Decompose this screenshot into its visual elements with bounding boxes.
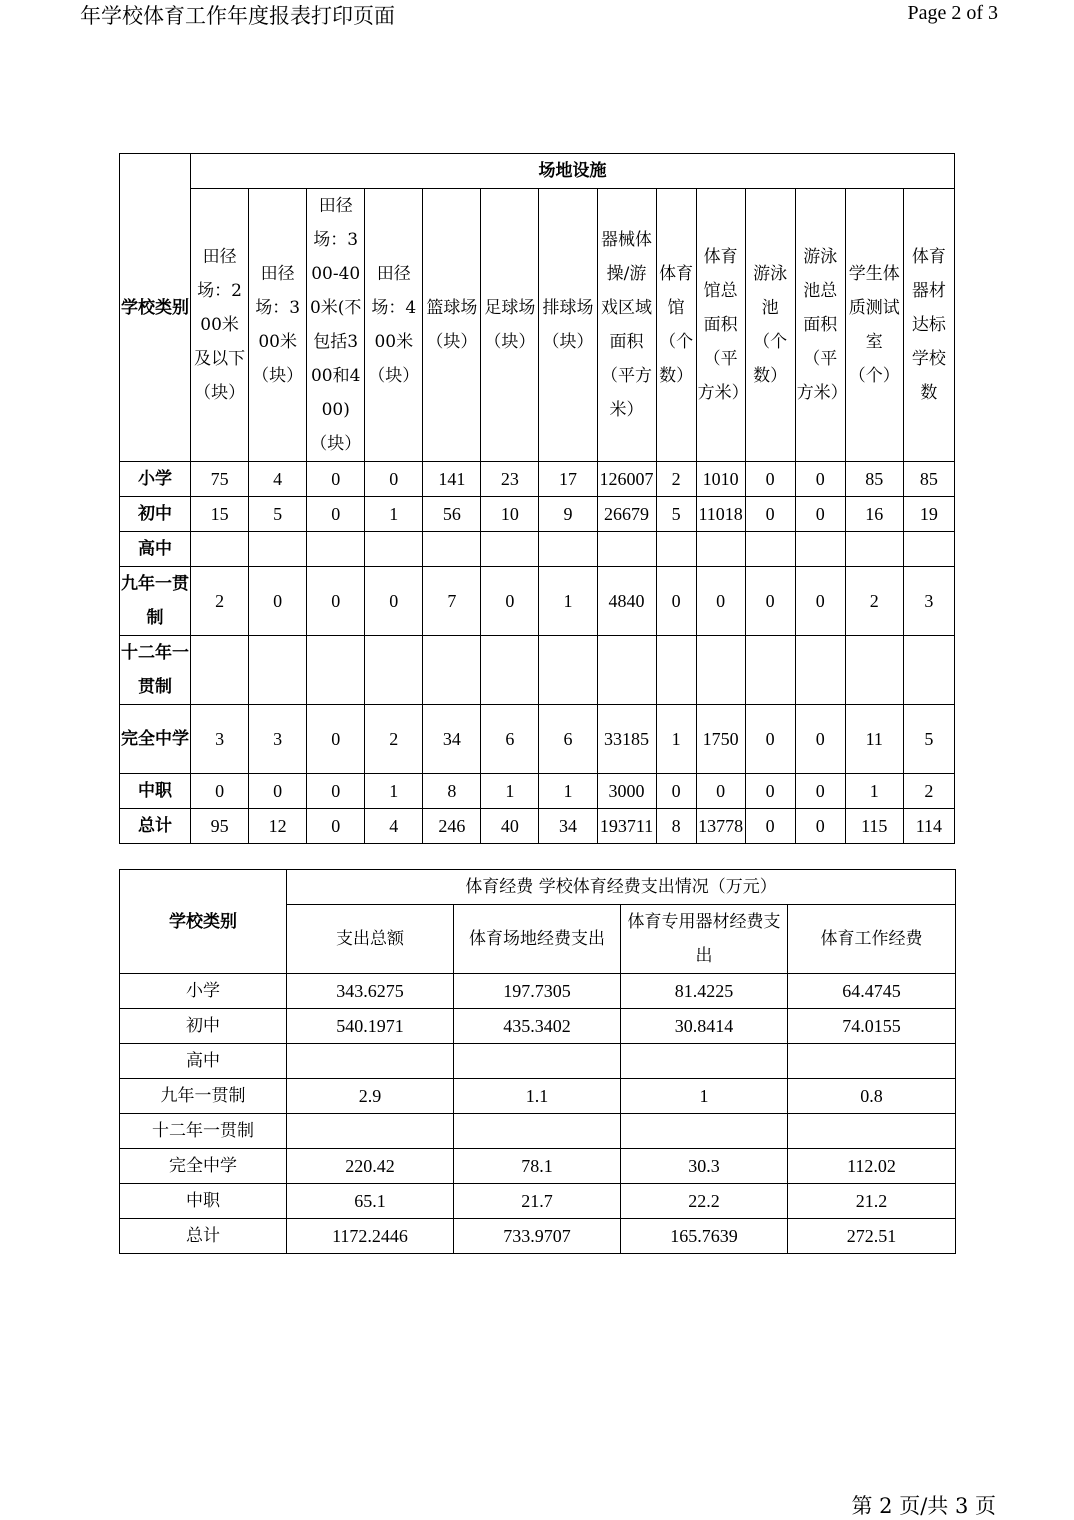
- table-cell: 0: [249, 567, 307, 636]
- table-cell: 272.51: [788, 1219, 956, 1254]
- table-row: [120, 1149, 956, 1184]
- table-cell: [903, 636, 954, 705]
- table-cell: 1: [539, 774, 597, 809]
- table-cell: 343.6275: [287, 974, 454, 1009]
- table-cell: 8: [423, 774, 481, 809]
- table-row: [120, 809, 955, 844]
- table-cell: [287, 1044, 454, 1079]
- table-cell: 1750: [696, 705, 745, 774]
- table-cell: 0.8: [788, 1079, 956, 1114]
- row-label: 完全中学: [120, 705, 191, 774]
- table-cell: 8: [656, 809, 696, 844]
- table-row: [120, 774, 955, 809]
- col-header: 排球场（块）: [539, 189, 597, 462]
- table-cell: 0: [745, 705, 795, 774]
- table-row: [120, 1079, 956, 1114]
- row-label: 总计: [120, 1219, 287, 1254]
- table-cell: [249, 636, 307, 705]
- row-label: 完全中学: [120, 1149, 287, 1184]
- table-cell: 246: [423, 809, 481, 844]
- table-row: [120, 974, 956, 1009]
- table-cell: 1: [621, 1079, 788, 1114]
- table-cell: 435.3402: [454, 1009, 621, 1044]
- table-cell: 85: [903, 462, 954, 497]
- table-row: [120, 1044, 956, 1079]
- table-cell: [539, 532, 597, 567]
- table-cell: 1172.2446: [287, 1219, 454, 1254]
- table-cell: 0: [307, 567, 365, 636]
- table-cell: 193711: [597, 809, 656, 844]
- col-header: 支出总额: [287, 905, 454, 974]
- table-cell: [788, 1114, 956, 1149]
- col-header: 游泳池总面积（平方米）: [795, 189, 845, 462]
- table-cell: 0: [307, 809, 365, 844]
- table-cell: [454, 1114, 621, 1149]
- table-cell: 2: [365, 705, 423, 774]
- table-cell: [845, 636, 903, 705]
- table-cell: 733.9707: [454, 1219, 621, 1254]
- table-cell: 3000: [597, 774, 656, 809]
- table-row: [120, 636, 955, 705]
- table-cell: [795, 532, 845, 567]
- table-cell: 30.8414: [621, 1009, 788, 1044]
- table-cell: [656, 532, 696, 567]
- table-cell: 197.7305: [454, 974, 621, 1009]
- table-cell: [788, 1044, 956, 1079]
- table-cell: 1: [845, 774, 903, 809]
- table-cell: 13778: [696, 809, 745, 844]
- col-header: 器械体操/游戏区域面积（平方米）: [597, 189, 656, 462]
- table-cell: [539, 636, 597, 705]
- table-row: [120, 497, 955, 532]
- facilities-table: [119, 153, 955, 844]
- table-cell: 26679: [597, 497, 656, 532]
- table-cell: 5: [903, 705, 954, 774]
- funding-table: [119, 869, 956, 1254]
- table-cell: 95: [191, 809, 249, 844]
- table-cell: 2: [191, 567, 249, 636]
- table-cell: [903, 532, 954, 567]
- table-cell: 0: [481, 567, 539, 636]
- table-cell: 0: [307, 462, 365, 497]
- table-cell: 16: [845, 497, 903, 532]
- table-cell: 5: [249, 497, 307, 532]
- table-cell: [696, 532, 745, 567]
- table-cell: [795, 636, 845, 705]
- table-cell: 0: [249, 774, 307, 809]
- table-cell: 0: [307, 774, 365, 809]
- table-cell: 0: [745, 567, 795, 636]
- table-cell: [307, 532, 365, 567]
- table-cell: 0: [696, 567, 745, 636]
- table-cell: 0: [795, 705, 845, 774]
- table-cell: [621, 1044, 788, 1079]
- table-cell: 3: [249, 705, 307, 774]
- table-cell: 126007: [597, 462, 656, 497]
- table-cell: 1010: [696, 462, 745, 497]
- row-label: 初中: [120, 497, 191, 532]
- table-cell: 1: [539, 567, 597, 636]
- table-cell: 0: [365, 567, 423, 636]
- col-header: 体育器材达标学校数: [903, 189, 954, 462]
- table-cell: 4: [249, 462, 307, 497]
- table-cell: 85: [845, 462, 903, 497]
- table-cell: 3: [903, 567, 954, 636]
- table-cell: 2: [903, 774, 954, 809]
- table-cell: 11018: [696, 497, 745, 532]
- table-cell: 10: [481, 497, 539, 532]
- table-cell: [597, 532, 656, 567]
- table-cell: [745, 532, 795, 567]
- table-cell: 34: [423, 705, 481, 774]
- table-cell: [454, 1044, 621, 1079]
- table-cell: 64.4745: [788, 974, 956, 1009]
- table-cell: 21.7: [454, 1184, 621, 1219]
- table-cell: 2: [845, 567, 903, 636]
- table-cell: 0: [656, 774, 696, 809]
- table-cell: 65.1: [287, 1184, 454, 1219]
- col-header: 篮球场（块）: [423, 189, 481, 462]
- table-row: [120, 1184, 956, 1219]
- table-cell: 0: [795, 774, 845, 809]
- table-cell: 34: [539, 809, 597, 844]
- table-cell: 0: [696, 774, 745, 809]
- table-cell: [365, 636, 423, 705]
- print-page-title: 年学校体育工作年度报表打印页面: [80, 4, 395, 28]
- table-cell: [621, 1114, 788, 1149]
- table-cell: 6: [481, 705, 539, 774]
- table-cell: [287, 1114, 454, 1149]
- row-label: 九年一贯制: [120, 567, 191, 636]
- col-header: 足球场（块）: [481, 189, 539, 462]
- table-cell: 0: [795, 809, 845, 844]
- table-cell: 0: [745, 497, 795, 532]
- table-cell: 0: [745, 774, 795, 809]
- table-cell: 4: [365, 809, 423, 844]
- table-cell: [191, 532, 249, 567]
- table-cell: 81.4225: [621, 974, 788, 1009]
- table-row: [120, 1009, 956, 1044]
- table-cell: 0: [745, 809, 795, 844]
- table-cell: 0: [307, 497, 365, 532]
- funding-group-header: 体育经费 学校体育经费支出情况（万元）: [287, 870, 956, 905]
- row-label: 总计: [120, 809, 191, 844]
- table-cell: 19: [903, 497, 954, 532]
- school-type-header: 学校类别: [120, 154, 191, 462]
- table-cell: 1.1: [454, 1079, 621, 1114]
- col-header: 田径场：300米（块）: [249, 189, 307, 462]
- page-indicator: Page 2 of 3: [907, 2, 998, 24]
- table-cell: [696, 636, 745, 705]
- table-cell: 0: [365, 462, 423, 497]
- funding-table-body: [120, 974, 956, 1254]
- table-cell: [307, 636, 365, 705]
- table-cell: 7: [423, 567, 481, 636]
- table-row: [120, 532, 955, 567]
- table-cell: 6: [539, 705, 597, 774]
- table-cell: 40: [481, 809, 539, 844]
- table-cell: 74.0155: [788, 1009, 956, 1044]
- row-label: 小学: [120, 974, 287, 1009]
- table-row: [120, 462, 955, 497]
- table-cell: 17: [539, 462, 597, 497]
- row-label: 高中: [120, 532, 191, 567]
- table-cell: 115: [845, 809, 903, 844]
- col-header: 田径场：300-400米(不包括300和400)（块）: [307, 189, 365, 462]
- row-label: 中职: [120, 774, 191, 809]
- table-cell: [481, 636, 539, 705]
- table-row: [120, 705, 955, 774]
- table-cell: 75: [191, 462, 249, 497]
- col-header: 体育工作经费: [788, 905, 956, 974]
- table-row: [120, 567, 955, 636]
- table-cell: 4840: [597, 567, 656, 636]
- table-cell: 23: [481, 462, 539, 497]
- table-cell: 12: [249, 809, 307, 844]
- row-label: 小学: [120, 462, 191, 497]
- table-cell: [845, 532, 903, 567]
- table-cell: 15: [191, 497, 249, 532]
- table-cell: 5: [656, 497, 696, 532]
- table-cell: 21.2: [788, 1184, 956, 1219]
- table-cell: 0: [656, 567, 696, 636]
- col-header: 体育场地经费支出: [454, 905, 621, 974]
- table-cell: 540.1971: [287, 1009, 454, 1044]
- table-cell: 112.02: [788, 1149, 956, 1184]
- col-header: 体育专用器材经费支出: [621, 905, 788, 974]
- table-row: [120, 1219, 956, 1254]
- table-cell: 220.42: [287, 1149, 454, 1184]
- table-cell: 2.9: [287, 1079, 454, 1114]
- col-header: 体育馆总面积（平方米）: [696, 189, 745, 462]
- facilities-table-body: [120, 462, 955, 844]
- table-cell: [656, 636, 696, 705]
- table-cell: 0: [795, 497, 845, 532]
- table-cell: 0: [745, 462, 795, 497]
- table-cell: 1: [365, 774, 423, 809]
- table-cell: [481, 532, 539, 567]
- table-cell: [745, 636, 795, 705]
- table-cell: [191, 636, 249, 705]
- table-cell: 1: [365, 497, 423, 532]
- row-label: 高中: [120, 1044, 287, 1079]
- col-header: 学生体质测试室（个）: [845, 189, 903, 462]
- table-cell: 56: [423, 497, 481, 532]
- table-cell: 22.2: [621, 1184, 788, 1219]
- table-cell: 3: [191, 705, 249, 774]
- row-label: 十二年一贯制: [120, 1114, 287, 1149]
- table-cell: [365, 532, 423, 567]
- row-label: 十二年一贯制: [120, 636, 191, 705]
- table-cell: 0: [307, 705, 365, 774]
- school-type-header: 学校类别: [120, 870, 287, 974]
- table-cell: 1: [481, 774, 539, 809]
- table-cell: 165.7639: [621, 1219, 788, 1254]
- table-cell: 33185: [597, 705, 656, 774]
- table-cell: 78.1: [454, 1149, 621, 1184]
- table-row: [120, 1114, 956, 1149]
- col-header: 田径场：200米及以下（块）: [191, 189, 249, 462]
- col-header: 游泳池（个数）: [745, 189, 795, 462]
- col-header: 田径场：400米（块）: [365, 189, 423, 462]
- table-cell: 0: [795, 567, 845, 636]
- table-cell: 0: [795, 462, 845, 497]
- table-cell: [249, 532, 307, 567]
- table-cell: 30.3: [621, 1149, 788, 1184]
- table-cell: 0: [191, 774, 249, 809]
- table-cell: [423, 636, 481, 705]
- table-cell: 114: [903, 809, 954, 844]
- table-cell: 1: [656, 705, 696, 774]
- table-cell: 9: [539, 497, 597, 532]
- page-footer: 第 2 页/共 3 页: [851, 1494, 996, 1518]
- table-cell: [423, 532, 481, 567]
- facilities-group-header: 场地设施: [191, 154, 955, 189]
- table-cell: 2: [656, 462, 696, 497]
- row-label: 初中: [120, 1009, 287, 1044]
- table-cell: 141: [423, 462, 481, 497]
- row-label: 九年一贯制: [120, 1079, 287, 1114]
- table-cell: [597, 636, 656, 705]
- row-label: 中职: [120, 1184, 287, 1219]
- table-cell: 11: [845, 705, 903, 774]
- col-header: 体育馆（个数）: [656, 189, 696, 462]
